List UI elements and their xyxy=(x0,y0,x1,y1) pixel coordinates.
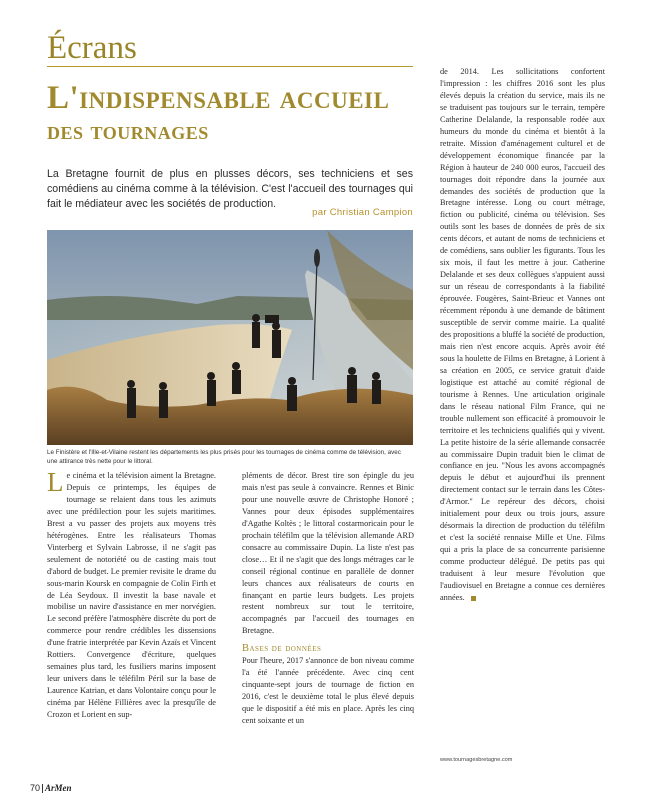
body-column-1 xyxy=(47,467,216,721)
byline: par Christian Campion xyxy=(312,207,413,218)
article-photo xyxy=(47,230,413,445)
drop-cap: L xyxy=(47,467,64,497)
headline-line-1: L'indispensable accueil xyxy=(47,80,390,116)
folio-divider xyxy=(42,784,43,793)
body-column-3 xyxy=(440,66,605,604)
photo-caption: Le Finistère et l'Ille-et-Vilaine restent les départements les plus prisés pour les tournages de cinéma comme de télévision, avec une attirance très nette pour le littoral. xyxy=(47,449,401,465)
headline-line-2: des tournages xyxy=(47,116,209,145)
article-lead: La Bretagne fournit de plus en plusses décors, ses techniciens et ses comédiens au cinéma comme à la télévision. C'est l'accueil des tournages qui fait le médiateur avec les sociétés de production. xyxy=(47,168,413,211)
photo-illustration xyxy=(47,230,413,445)
body-column-2 xyxy=(242,470,414,727)
body-text-col1: e cinéma et la télévision aiment la Bretagne. Depuis ce printemps, les équipes de tournage se relaient dans tous les azimuts avec une prédilection pour les sujets maritimes. Brest a vu passer des projets aux moyens très hétérogènes. Entre les réalisateurs Thomas Vinterberg et Sylvain Labrosse, il ne s'agit pas seulement de notoriété ou de casting mais tout d'abord de budget. Le premier revisite le drame du sous-marin Koursk en compagnie de Colin Firth et de Léa Seydoux. Il investit la base navale et mobilise un navire d'assistance en mer norvégien. Le second préfère l'atmosphère discrète du port de commerce pour rendre crédibles les dissensions d'une fratrie interprétée par Kevin Azaïs et Vincent Rottiers. Convergence d'écriture, quelques semaines plus tard, les fusiliers marins imposent leur univers dans le téléfilm Péril sur la base de Laurence Katrian, et dans Volontaire conçu pour le cinéma par Hélène Fillières avec la presqu'île de Crozon et Lorient en sup- xyxy=(47,471,216,720)
website-link[interactable]: www.tournagesbretagne.com xyxy=(440,757,513,763)
body-text-col3: de 2014. Les sollicitations confortent l'impression : les chiffres 2016 sont les plus élevés depuis la création du service, mais ils ne se traduisent pas toujours sur le terrain, tempère Catherine Delalande, la responsable rodée aux humeurs du monde du cinéma et bientôt à la retraite. Mission d'aménagement culturel et de développement économique financée par la Région à hauteur de 240 000 euros, l'accueil des tournages doit répondre dans la journée aux demandes des sociétés de production que la Bretagne intéresse. Long ou court métrage, fiction ou publicité, cinéma ou télévision. Ses outils sont les bases de données de près de six cents décors, et autant de noms de techniciens et de comédiens, sans oublier les figurants. Tous les six mois, il faut les mettre à jour. Catherine Delalande et ses deux collègues s'appuient aussi sur un réseau de correspondants à la fiabilité éprouvée. Fougères, Saint-Brieuc et Vannes ont récemment répondu à une demande de bâtiment susceptible de servir comme mairie. La qualité des propositions a bluffé la société de production, mais rien n'est encore acquis. Après avoir été sous la houlette de Films en Bretagne, à Lorient à sa création en 2005, ce service gratuit d'aide logistique est attaché au comité régional de tourisme à Rennes. Une articulation originale dans le réseau national Film France, qui ne trouble nullement son efficacité à promouvoir le territoire et les techniciens qualifiés qui y vivent. La petite histoire de la série allemande consacrée au commissaire Dupin traduit bien le climat de confiance en jeu. "Nous les avons accompagnés depuis le début et aujourd'hui ils prennent directement contact sur le terrain dans les Côtes-d'Armor." Le repéreur des décors, choisi initialement pour deux ou trois jours, assure désormais la direction de production du téléfilm et c'est la société rennaise Mille et Une. Films qui a pris la place de sa concurrente parisienne comme producteur délégué. De petits pas qui traduisent à leur mesure l'évolution que l'audiovisuel en Bretagne a connue ces dernières années. xyxy=(440,67,605,602)
section-rule xyxy=(47,66,413,67)
body-text-col2b: Pour l'heure, 2017 s'annonce de bon niveau comme l'a été l'année précédente. Avec cinq cent cinquante-sept jours de tournage de fiction en 2016, c'est le deuxième total le plus élevé depuis que le dispositif a été mis en place. Après les cinq cent soixante et un xyxy=(242,656,414,726)
end-mark-icon xyxy=(471,596,476,601)
magazine-brand: ArMen xyxy=(45,783,72,793)
body-text-col2a: pléments de décor. Brest tire son épingle du jeu mais n'est pas seule à convaincre. Rennes et Binic pour une nouvelle œuvre de Christophe Honoré ; Vannes pour deux épisodes supplémentaires d'Agathe Koltès ; le littoral costarmoricain pour le prochain téléfilm que la télévision allemande ARD consacre au commissaire Dupin. La liste n'est pas close… Et il ne s'agit que des longs métrages car le conseil régional continue en parallèle de donner leurs chances aux réalisateurs de courts en finançant en partie leurs budgets. Les projets restent nombreux sur tout le territoire, accompagnés par l'accueil des tournages en Bretagne. xyxy=(242,471,414,636)
article-headline xyxy=(47,82,417,144)
page-number: 70 xyxy=(30,783,41,793)
page-folio xyxy=(30,783,72,793)
section-subheading: Bases de données xyxy=(242,643,322,655)
section-title: Écrans xyxy=(47,30,137,66)
